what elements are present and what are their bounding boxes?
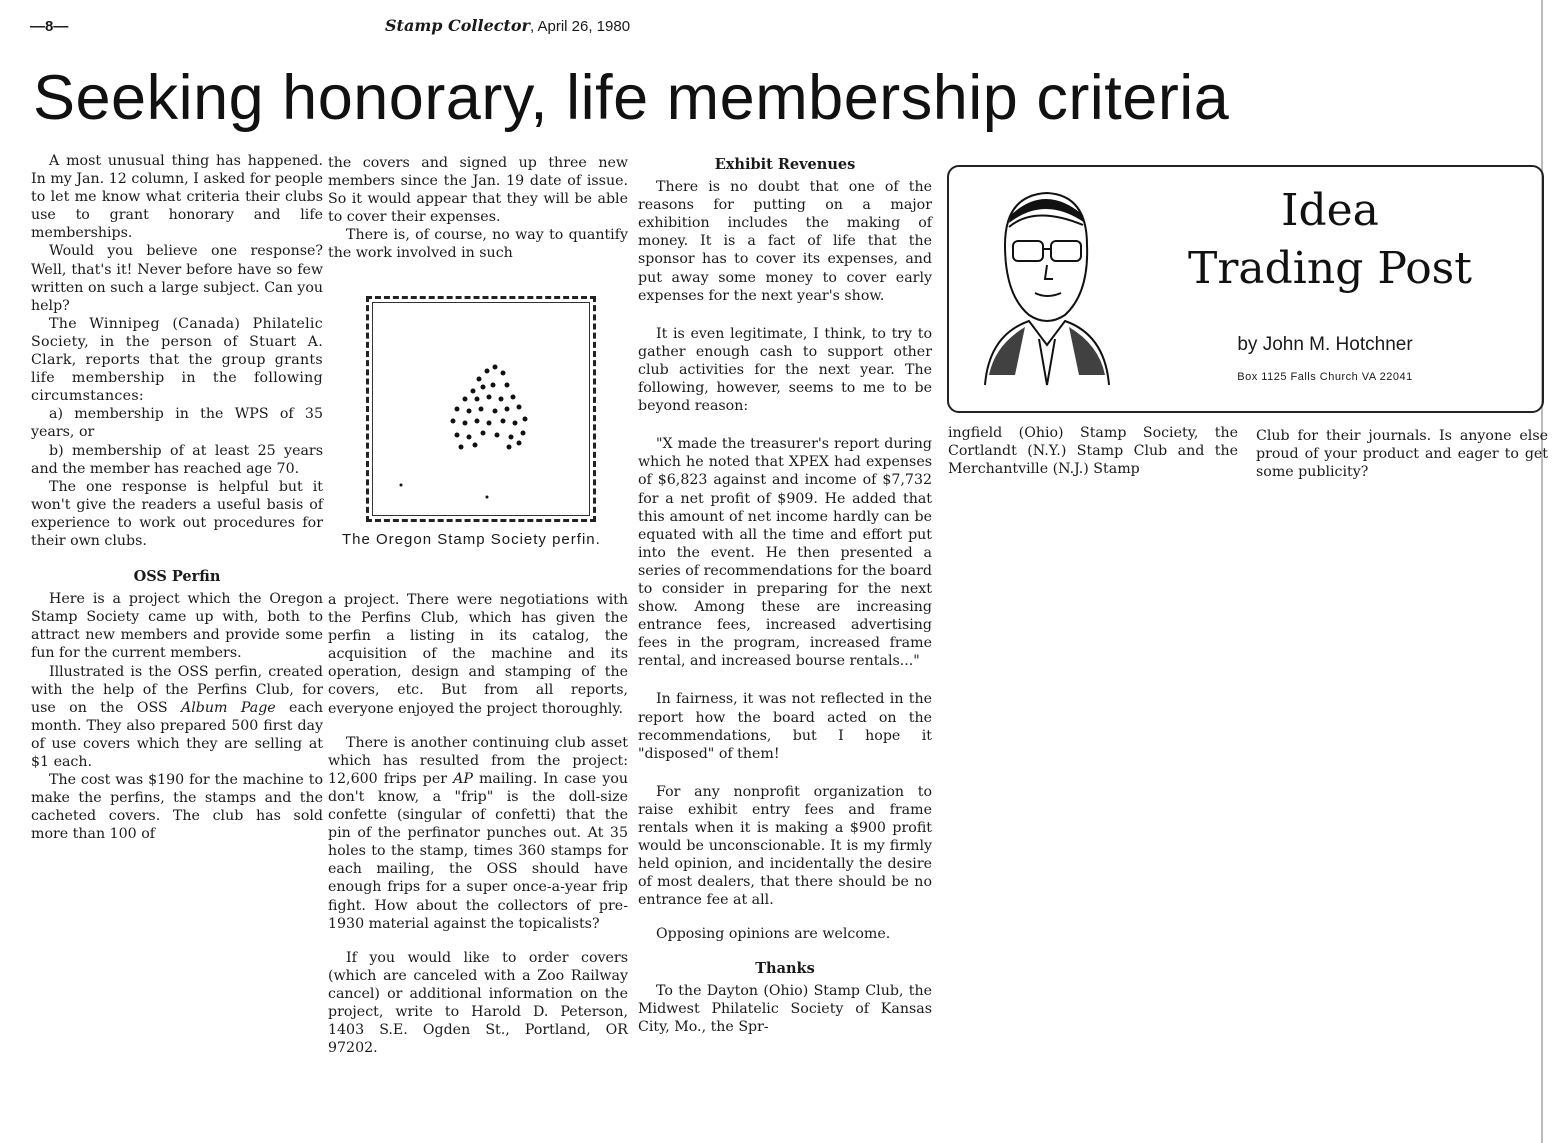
paragraph: b) membership of at least 25 years and the member has reached age 70. [31, 442, 323, 477]
headline: Seeking honorary, life membership criteria [33, 63, 1230, 133]
paragraph: Opposing opinions are welcome. [656, 926, 891, 943]
paragraph: Club for their journals. Is anyone else proud of your product and eager to get some publicity? [1256, 428, 1548, 481]
author-portrait [975, 175, 1115, 390]
column-1 [31, 152, 323, 843]
paragraph: To the Dayton (Ohio) Stamp Club, the Midwest Philatelic Society of Kansas City, Mo., the Spr- [638, 982, 932, 1035]
column-2-continued [328, 591, 628, 1057]
emphasis: Album Page [181, 699, 276, 716]
author-address: Box 1125 Falls Church VA 22041 [1237, 371, 1413, 383]
paragraph: the covers and signed up three new members since the Jan. 19 date of issue. So it would appear that they will be able to cover their expenses. [328, 155, 628, 226]
paragraph: In fairness, it was not reflected in the report how the board acted on the recommendations, but I hope it "disposed" of them! [638, 691, 932, 762]
paragraph: Would you believe one response? Well, that's it! Never before have so few written on such a large subject. Can you help? [31, 243, 323, 314]
section-heading-exhibit-revenues: Exhibit Revenues [714, 156, 856, 173]
column-3 [638, 156, 932, 1036]
paragraph: For any nonprofit organization to raise exhibit entry fees and frame rentals when it is making a $900 profit would be unconscionable. It is my firmly held opinion, and incidentally the desire of most dealers, that there should be no entrance fee at all. [638, 783, 932, 909]
publication-name: Stamp Collector [385, 16, 530, 35]
paragraph: The Winnipeg (Canada) Philatelic Society, in the person of Stuart A. Clark, reports that the group grants life membership in the following circumstances: [31, 315, 323, 405]
paragraph: There is, of course, no way to quantify the work involved in such [328, 227, 628, 262]
section-heading-thanks: Thanks [755, 959, 815, 977]
text-run: each month. They also prepared 500 first day of use covers which they are selling at $1 each. [31, 699, 323, 770]
text-run: Illustrated is the OSS perfin, created with the help of the Perfins Club, for use on the OSS [31, 663, 323, 716]
section-heading-oss-perfin: OSS Perfin [133, 568, 221, 586]
perfin-dot-pattern [369, 299, 593, 519]
text-run: There is another continuing club asset which has resulted from the project: 12,600 frips per [328, 734, 628, 787]
paragraph: A most unusual thing has happened. In my Jan. 12 column, I asked for people to let me know what criteria their clubs use to grant honorary and life memberships. [31, 153, 323, 242]
issue-date: , April 26, 1980 [529, 18, 631, 35]
column-title-line-1: Idea [1281, 185, 1379, 236]
paragraph: Here is a project which the Oregon Stamp Society came up with, both to attract new members and provide some fun for the current members. [31, 591, 323, 662]
column-title-line-2: Trading Post [1188, 243, 1472, 294]
figure-caption: The Oregon Stamp Society perfin. [342, 531, 601, 548]
paragraph [328, 734, 628, 933]
column-4 [948, 424, 1238, 478]
paragraph: If you would like to order covers (which are canceled with a Zoo Railway cancel) or additional information on the project, write to Harold D. Peterson, 1403 S.E. Ogden St., Portland, OR 97202. [328, 949, 628, 1057]
paragraph: ingfield (Ohio) Stamp Society, the Cortlandt (N.Y.) Stamp Club and the Merchantville (N.J.) Stamp [948, 425, 1238, 478]
paragraph: The cost was $190 for the machine to make the perfins, the stamps and the cacheted covers. The club has sold more than 100 of [31, 772, 323, 843]
column-2 [328, 154, 628, 263]
column-5 [1256, 427, 1548, 481]
text-run: mailing. In case you don't know, a "frip" is the doll-size confette (singular of confetti) that the pin of the perfinator punches out. At 35 holes to the stamp, times 360 stamps for each mailing, the OSS should have enough frips for a super once-a-year frip fight. How about the collectors of pre-1930 material against the topicalists? [328, 770, 628, 932]
page-number: —8— [30, 18, 69, 35]
masthead [385, 16, 630, 35]
paragraph: a project. There were negotiations with the Perfins Club, which has given the perfin a listing in its catalog, the acquisition of the machine and its operation, design and stamping of the covers, etc. But from all reports, everyone enjoyed the project thoroughly. [328, 592, 628, 717]
emphasis: AP [453, 770, 473, 787]
paragraph: There is no doubt that one of the reasons for putting on a major exhibition includes the making of money. It is a fact of life that the sponsor has to cover its expenses, and put away some money to cover early expenses for the next year's show. [638, 179, 932, 304]
paragraph [31, 663, 323, 772]
paragraph: "X made the treasurer's report during which he noted that XPEX had expenses of $6,823 against and income of $7,732 for a net profit of $909. He added that this amount of net income hardly can be equated with all the time and effort put into the event. He then presented a series of recommendations for the board to consider in preparing for the next show. Among these are increasing entrance fees, increased advertising fees in the program, increased frame rental, and increased bourse rentals..." [638, 436, 932, 670]
column-title [1130, 182, 1530, 298]
paragraph: The one response is helpful but it won't give the readers a useful basis of experience to work out procedures for their own clubs. [31, 478, 323, 549]
perfin-stamp-illustration [366, 296, 596, 522]
paragraph: It is even legitimate, I think, to try to gather enough cash to support other club activities for the next year. The following, however, seems to me to be beyond reason: [638, 325, 932, 415]
byline: by John M. Hotchner [1237, 334, 1413, 355]
paragraph: a) membership in the WPS of 35 years, or [31, 406, 323, 441]
